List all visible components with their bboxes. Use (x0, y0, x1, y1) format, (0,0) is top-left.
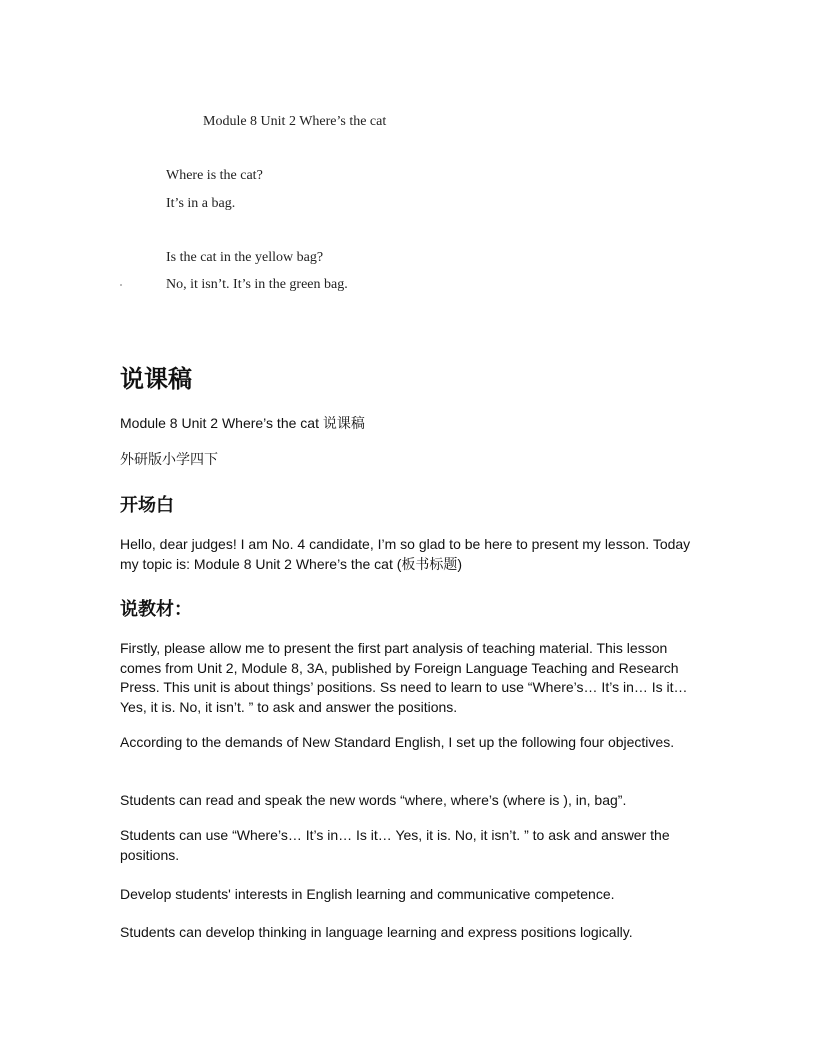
opening-paragraph: Hello, dear judges! I am No. 4 candidate, I’m so glad to be here to present my lesson. Today my topic is: Module 8 Unit 2 Where’s the cat (板书标题) (120, 536, 691, 572)
section-heading-opening: 开场白 (120, 495, 174, 515)
board-line: It’s in a bag. (166, 196, 236, 211)
document-edition: 外研版小学四下 (120, 451, 218, 467)
board-line: No, it isn’t. It’s in the green bag. (166, 277, 348, 292)
document-subtitle: Module 8 Unit 2 Where’s the cat 说课稿 (120, 415, 365, 431)
objective-item: Students can develop thinking in language learning and express positions logically. (120, 924, 633, 940)
scan-mark (120, 284, 122, 286)
objective-item: Students can read and speak the new words “where, where’s (where is ), in, bag”. (120, 792, 627, 808)
objectives-intro-paragraph: According to the demands of New Standard English, I set up the following four objectives. (120, 734, 675, 750)
section-heading-material: 说教材： (120, 599, 192, 619)
document-title: 说课稿 (120, 366, 192, 393)
board-line: Is the cat in the yellow bag? (166, 250, 324, 265)
board-line: Where is the cat? (166, 168, 263, 183)
objective-item: Develop students' interests in English learning and communicative competence. (120, 886, 615, 902)
board-title: Module 8 Unit 2 Where’s the cat (203, 114, 387, 129)
objective-item: Students can use “Where’s… It’s in… Is it… Yes, it is. No, it isn’t. ” to ask and answer the positions. (120, 827, 670, 863)
material-paragraph: Firstly, please allow me to present the first part analysis of teaching material. This lesson comes from Unit 2, Module 8, 3A, published by Foreign Language Teaching and Research Press. This unit is about things’ positions. Ss need to learn to use “Where’s… It’s in… Is it… Yes, it is. No, it isn’t. ” to ask and answer the positions. (120, 640, 688, 715)
